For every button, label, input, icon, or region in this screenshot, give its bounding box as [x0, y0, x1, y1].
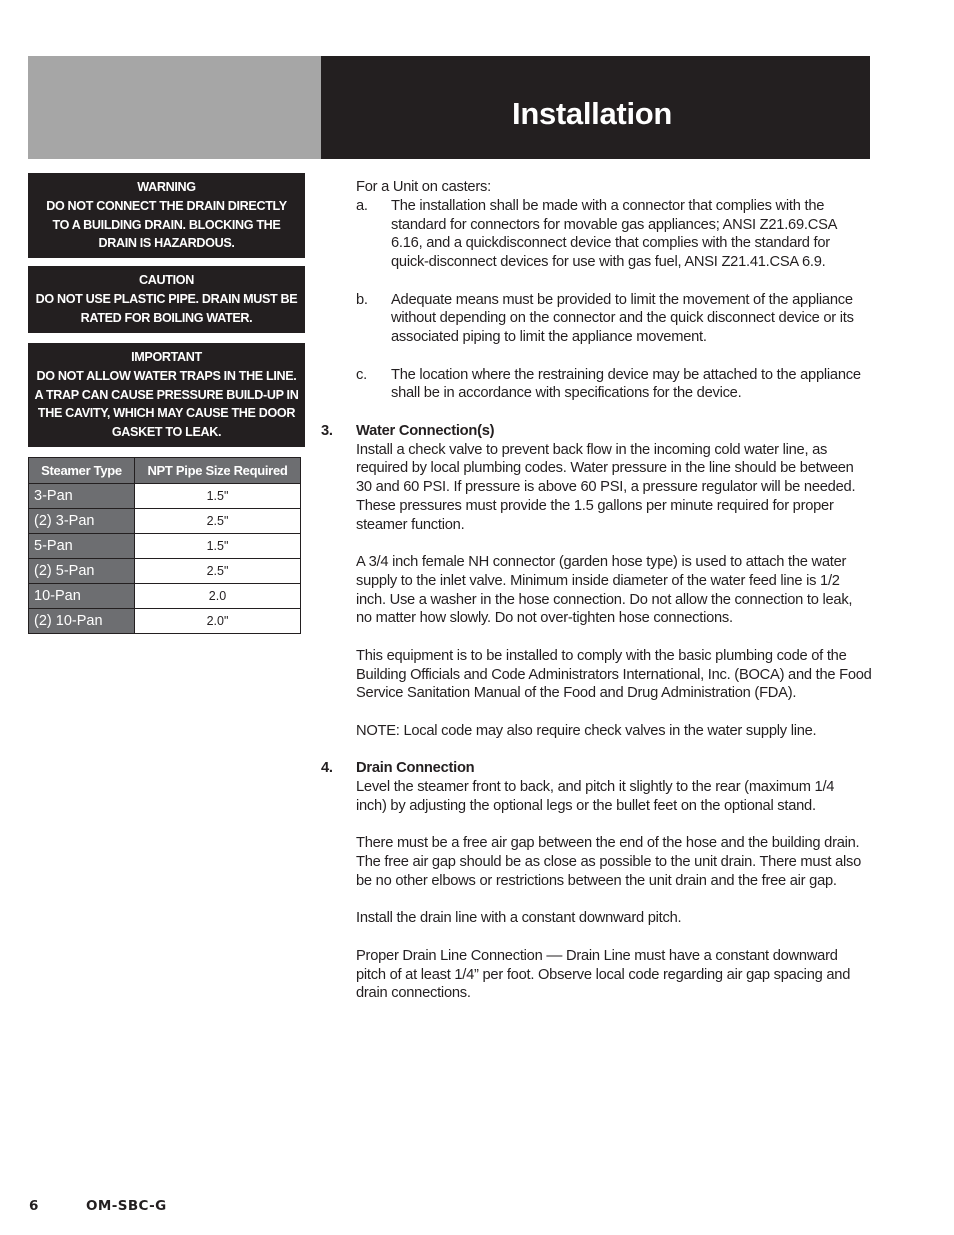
item-line: 6.16, and a quickdisconnect device that complies with the standard for	[391, 235, 830, 252]
important-notice	[28, 343, 305, 447]
item-line: shall be in accordance with specifications for the device.	[391, 385, 742, 402]
header-gray-band	[28, 56, 321, 159]
caution-notice	[28, 266, 305, 333]
paragraph	[356, 441, 873, 535]
item-line: The installation shall be made with a connector that complies with the	[391, 197, 825, 214]
pipe-size-cell: 2.0	[135, 584, 301, 609]
table-row	[29, 534, 301, 559]
notice-line: DRAIN IS HAZARDOUS.	[98, 236, 235, 251]
caster-item-c	[321, 366, 873, 404]
text-line: drain connections.	[356, 985, 471, 1002]
notice-line: A TRAP CAN CAUSE PRESSURE BUILD-UP IN	[34, 387, 299, 402]
steamer-type-cell: 10-Pan	[29, 584, 135, 609]
steamer-type-cell: 5-Pan	[29, 534, 135, 559]
text-line: Building Officials and Code Administrators International, Inc. (BOCA) and the Food	[356, 666, 872, 683]
section-title: Drain Connection	[356, 760, 475, 777]
text-line: This equipment is to be installed to comply with the basic plumbing code of the	[356, 647, 847, 664]
pipe-size-cell: 1.5"	[135, 484, 301, 509]
section-title: Water Connection(s)	[356, 422, 495, 439]
caster-item-a	[321, 197, 873, 272]
main-content	[321, 178, 873, 1003]
text-line: 30 and 60 PSI. If pressure is above 60 PSI, a pressure regulator will be needed.	[356, 479, 856, 495]
pipe-size-cell: 2.0"	[135, 609, 301, 634]
column-header: NPT Pipe Size Required	[135, 458, 301, 484]
section-drain-connection	[321, 759, 873, 1003]
item-line: associated piping to limit the appliance movement.	[391, 329, 707, 345]
table-row	[29, 609, 301, 634]
table-row	[29, 509, 301, 534]
pipe-size-cell: 2.5"	[135, 509, 301, 534]
notice-line: GASKET TO LEAK.	[111, 425, 222, 440]
notice-heading: WARNING	[137, 180, 196, 194]
notice-line: THE CAVITY, WHICH MAY CAUSE THE DOOR	[37, 406, 296, 421]
warning-notice	[28, 173, 305, 258]
pipe-size-cell: 1.5"	[135, 534, 301, 559]
text-line: A 3/4 inch female NH connector (garden hose type) is used to attach the water	[356, 554, 847, 570]
text-line: NOTE: Local code may also require check valves in the water supply line.	[356, 722, 817, 739]
item-line: Adequate means must be provided to limit the movement of the appliance	[391, 291, 853, 308]
text-line: inch) by adjusting the optional legs or the bullet feet on the optional stand.	[356, 797, 816, 814]
steamer-type-cell: (2) 10-Pan	[29, 609, 135, 634]
section-number: 3.	[321, 422, 333, 439]
paragraph	[356, 722, 873, 741]
text-line: no matter how slowly. Do not over-tighten hose connections.	[356, 610, 733, 627]
item-line: without depending on the connector and the quick disconnect device or its	[391, 310, 854, 327]
text-line: be no other elbows or restrictions between the unit drain and the free air gap.	[356, 872, 837, 889]
table-row	[29, 484, 301, 509]
table-row	[29, 559, 301, 584]
text-line: Install the drain line with a constant downward pitch.	[356, 910, 682, 927]
table-row	[29, 584, 301, 609]
text-line: There must be a free air gap between the end of the hose and the building drain.	[356, 835, 860, 852]
caster-item-b	[321, 291, 873, 347]
paragraph	[356, 834, 873, 890]
text-line: Proper Drain Line Connection –– Drain Line must have a constant downward	[356, 947, 838, 964]
table-header-row	[29, 458, 301, 484]
pipe-size-table	[28, 457, 301, 634]
paragraph	[356, 947, 873, 1003]
page-number: 6	[29, 1198, 39, 1214]
paragraph	[356, 553, 873, 628]
section-number: 4.	[321, 760, 333, 777]
section-water-connection	[321, 422, 873, 741]
page-title: Installation	[512, 96, 673, 131]
notice-heading: IMPORTANT	[131, 350, 202, 364]
paragraph	[356, 909, 873, 928]
column-header: Steamer Type	[29, 458, 135, 484]
text-line: Level the steamer front to back, and pitch it slightly to the rear (maximum 1/4	[356, 779, 835, 795]
steamer-type-cell: 3-Pan	[29, 484, 135, 509]
text-line: required by local plumbing codes. Water pressure in the line should be between	[356, 460, 854, 477]
notice-line: RATED FOR BOILING WATER.	[80, 310, 253, 325]
notice-heading: CAUTION	[139, 273, 194, 287]
item-marker: a.	[356, 197, 368, 214]
text-line: These pressures must provide the 1.5 gallons per minute required for proper	[356, 497, 834, 514]
text-line: inch. Use a washer in the hose connection. Do not allow the connection to leak,	[356, 591, 853, 608]
paragraph	[356, 647, 873, 703]
casters-intro: For a Unit on casters:	[356, 179, 491, 195]
item-marker: c.	[356, 366, 367, 383]
text-line: supply to the inlet valve. Minimum inside diameter of the water feed line is 1/2	[356, 572, 840, 589]
item-marker: b.	[356, 291, 368, 308]
paragraph	[356, 778, 873, 816]
text-line: Service Sanitation Manual of the Food and Drug Administration (FDA).	[356, 685, 797, 702]
notice-line: TO A BUILDING DRAIN. BLOCKING THE	[52, 217, 281, 232]
steamer-type-cell: (2) 5-Pan	[29, 559, 135, 584]
item-line: standard for connectors for movable gas appliances; ANSI Z21.69.CSA	[391, 216, 838, 233]
item-line: The location where the restraining device may be attached to the appliance	[391, 366, 861, 383]
text-line: pitch of at least 1/4” per foot. Observe local code regarding air gap spacing and	[356, 966, 851, 983]
item-line: quick-disconnect devices for use with gas fuel, ANSI Z21.41.CSA 6.9.	[391, 254, 826, 270]
text-line: The free air gap should be as close as possible to the unit drain. There must also	[356, 854, 862, 870]
text-line: Install a check valve to prevent back flow in the incoming cold water line, as	[356, 441, 828, 458]
document-code: OM-SBC-G	[86, 1198, 167, 1214]
notice-line: DO NOT ALLOW WATER TRAPS IN THE LINE.	[36, 368, 297, 383]
text-line: steamer function.	[356, 516, 465, 533]
notice-line: DO NOT USE PLASTIC PIPE. DRAIN MUST BE	[35, 291, 298, 306]
notice-line: DO NOT CONNECT THE DRAIN DIRECTLY	[46, 198, 287, 213]
steamer-type-cell: (2) 3-Pan	[29, 509, 135, 534]
pipe-size-cell: 2.5"	[135, 559, 301, 584]
